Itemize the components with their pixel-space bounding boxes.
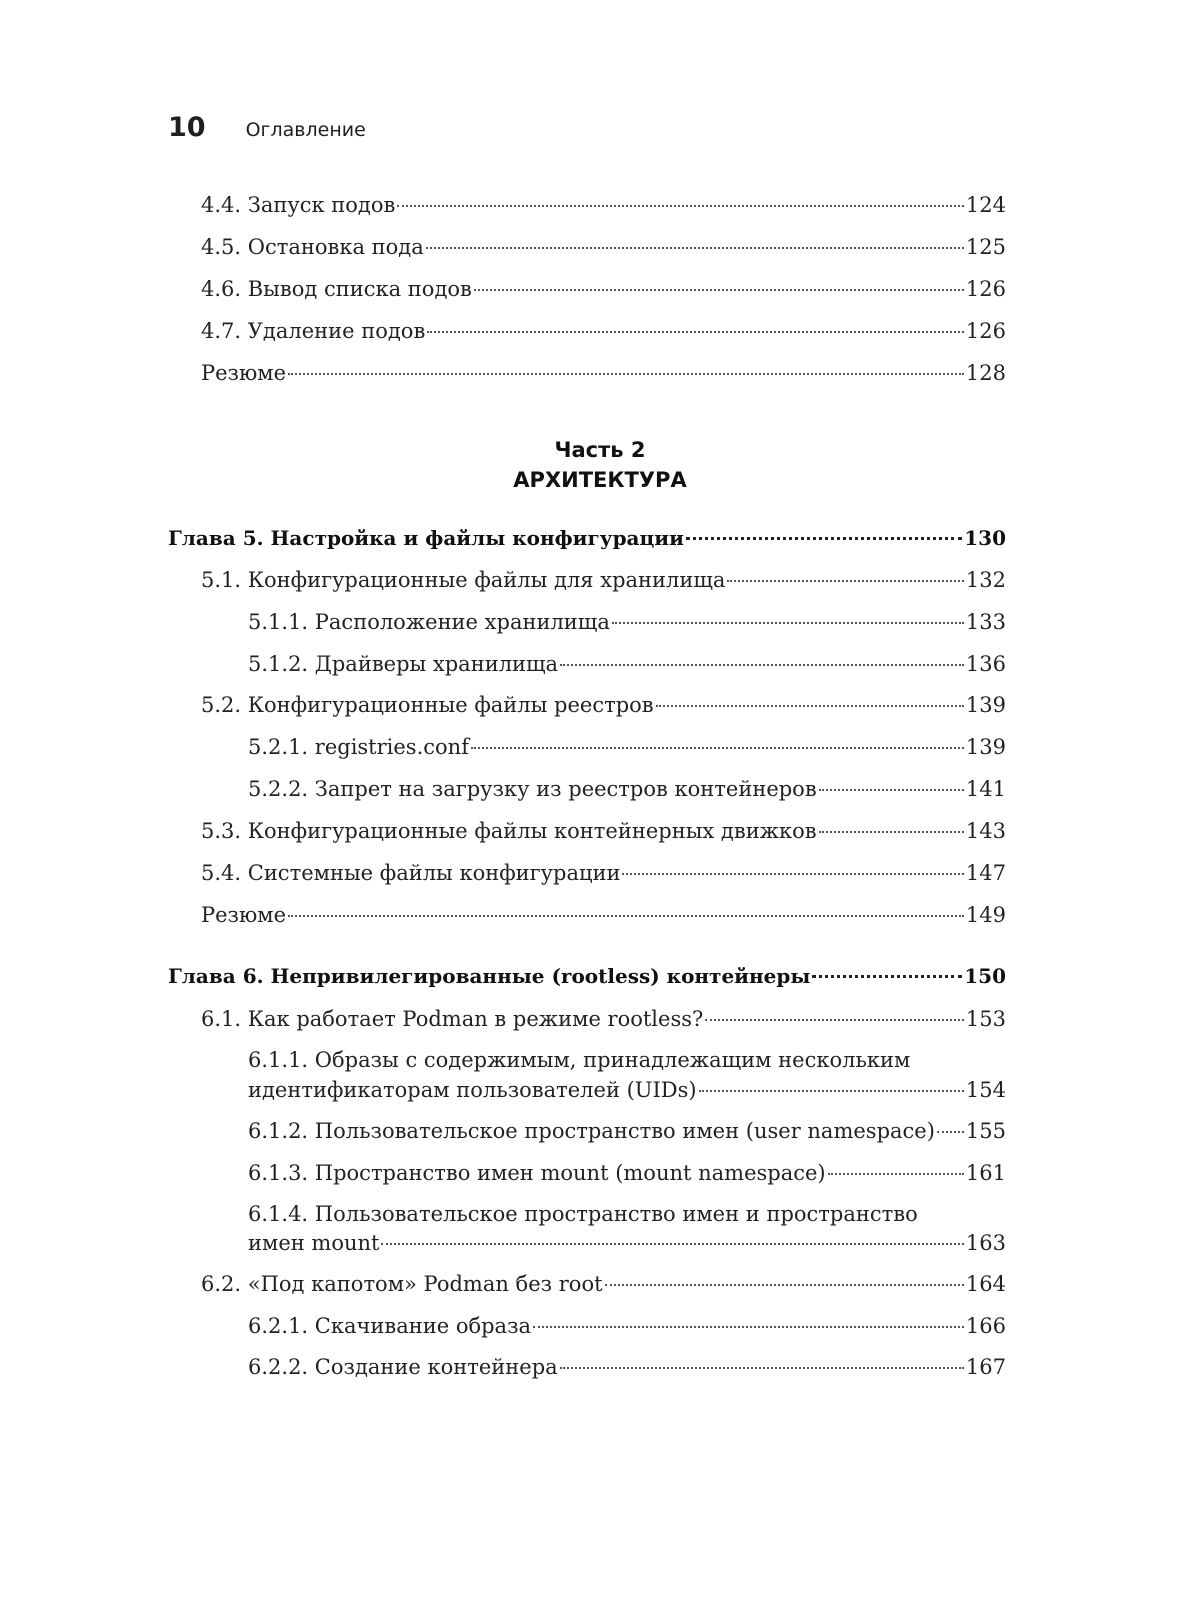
toc-entry: 4.6. Вывод списка подов 126 xyxy=(201,277,1006,301)
toc-entry: 4.4. Запуск подов 124 xyxy=(201,193,1006,217)
toc-entry: 5.1. Конфигурационные файлы для хранилища 132 xyxy=(201,568,1006,592)
toc-entry: Резюме 128 xyxy=(201,361,1006,385)
toc-subentry: 6.1.3. Пространство имен mount (mount namespace) 161 xyxy=(248,1161,1006,1185)
toc-subentry: 5.1.2. Драйверы хранилища 136 xyxy=(248,652,1006,676)
toc-subentry: 5.2.1. registries.conf 139 xyxy=(248,735,1006,759)
toc-subentry-line1: 6.1.4. Пользовательское пространство имен и пространство xyxy=(248,1202,918,1226)
toc-entry: 5.2. Конфигурационные файлы реестров 139 xyxy=(201,693,1006,717)
toc-subentry: 6.1.2. Пользовательское пространство имен (user namespace) 155 xyxy=(248,1119,1006,1143)
toc-subentry: 5.1.1. Расположение хранилища 133 xyxy=(248,610,1006,634)
page-number: 10 xyxy=(168,112,206,143)
toc-subentry: 6.2.1. Скачивание образа 166 xyxy=(248,1314,1006,1338)
part-label: Часть 2 xyxy=(554,438,646,462)
toc-entry: 4.7. Удаление подов 126 xyxy=(201,319,1006,343)
toc-entry: 4.5. Остановка пода 125 xyxy=(201,235,1006,259)
toc-subentry: идентификаторам пользователей (UIDs) 154 xyxy=(248,1078,1006,1102)
toc-entry: 5.3. Конфигурационные файлы контейнерных движков 143 xyxy=(201,819,1006,843)
toc-entry: 6.2. «Под капотом» Podman без root 164 xyxy=(201,1272,1006,1296)
page-header xyxy=(168,112,366,146)
toc-entry: 5.4. Системные файлы конфигурации 147 xyxy=(201,861,1006,885)
chapter-heading: Глава 6. Непривилегированные (rootless) контейнеры 150 xyxy=(168,964,1006,988)
toc-subentry: 6.2.2. Создание контейнера 167 xyxy=(248,1355,1006,1379)
toc-entry: Резюме 149 xyxy=(201,903,1006,927)
part-title: АРХИТЕКТУРА xyxy=(513,468,687,492)
toc-subentry: имен mount 163 xyxy=(248,1231,1006,1255)
toc-subentry: 5.2.2. Запрет на загрузку из реестров контейнеров 141 xyxy=(248,777,1006,801)
chapter-heading: Глава 5. Настройка и файлы конфигурации 130 xyxy=(168,526,1006,550)
toc-subentry-line1: 6.1.1. Образы с содержимым, принадлежащим нескольким xyxy=(248,1048,911,1072)
toc-entry: 6.1. Как работает Podman в режиме rootless? 153 xyxy=(201,1007,1006,1031)
running-title: Оглавление xyxy=(245,119,366,141)
